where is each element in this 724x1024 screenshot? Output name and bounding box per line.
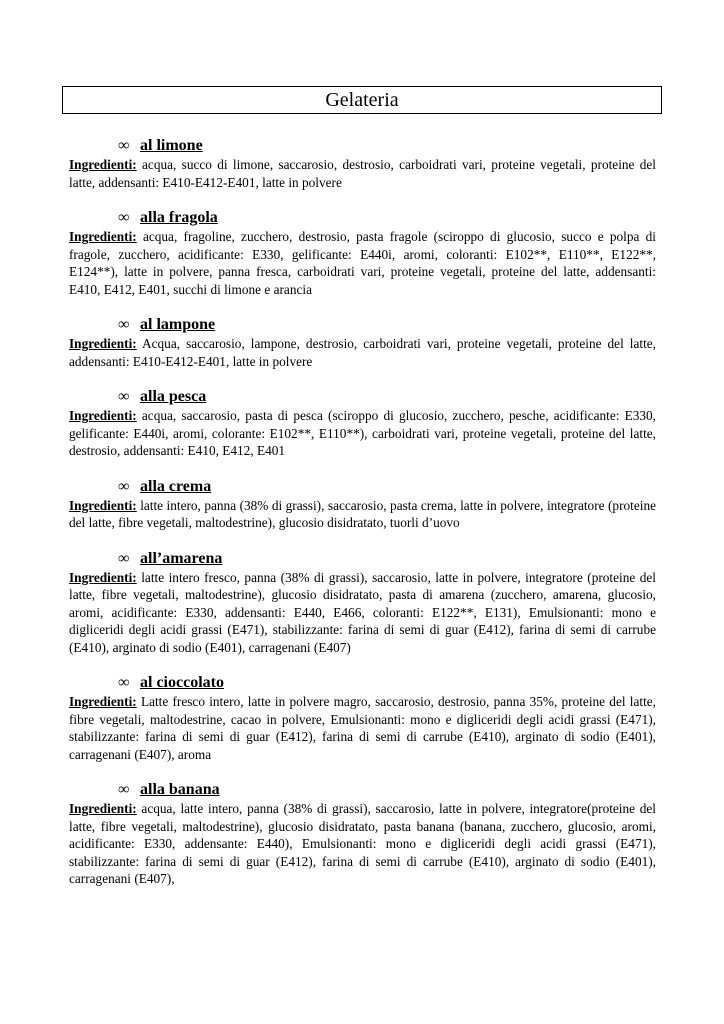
ingredients-list: acqua, saccarosio, pasta di pesca (sciroppo di glucosio, zucchero, pesche, acidificante: E330, gelificante: E440i, aromi, colorante: E102**, E110**), carboidrati vari, proteine vegetali, proteine del latte, destrosio, addensanti: E410, E412, E401 (69, 408, 656, 458)
ingredients-list: acqua, fragoline, zucchero, destrosio, pasta fragole (sciroppo di glucosio, succo e polpa di fragole, zucchero, acidificante: E330, gelificante: E440i, aromi, coloranti: E102**, E110**, E122**, E124**), latte in polvere, panna fresca, carboidrati vari, proteine vegetali, proteine del latte, addensanti: E410, E412, E401, succhi di limone e arancia (69, 229, 656, 297)
ingredients-label: Ingredienti: (69, 569, 137, 585)
flavor-heading (118, 208, 656, 228)
flavor-list (69, 136, 656, 905)
flavor-section-amarena (69, 549, 656, 657)
flavor-section-cioccolato (69, 673, 656, 763)
flavor-heading (118, 780, 656, 800)
ingredients-list: latte intero, panna (38% di grassi), saccarosio, pasta crema, latte in polvere, integratore (proteine del latte, fibre vegetali, maltodestrine), glucosio disidratato, tuorli d’uovo (69, 497, 656, 530)
flavor-heading (118, 315, 656, 335)
flavor-heading (118, 136, 656, 156)
ingredients-text (69, 569, 656, 657)
flavor-section-crema (69, 477, 656, 532)
flavor-name: al lampone (140, 316, 216, 333)
ingredients-list: acqua, succo di limone, saccarosio, destrosio, carboidrati vari, proteine vegetali, proteine del latte, addensanti: E410-E412-E401, latte in polvere (69, 157, 656, 190)
ingredients-text (69, 228, 656, 298)
flavor-name: al limone (140, 137, 203, 154)
ingredients-text (69, 693, 656, 763)
ingredients-list: acqua, latte intero, panna (38% di grassi), saccarosio, latte in polvere, integratore(proteine del latte, fibre vegetali, maltodestrine), glucosio disidratato, pasta banana (banana, zucchero, glucosio, aromi, acidificante: E330, addensante: E440), Emulsionanti: mono e digliceridi degli acidi grassi (E471), stabilizzante: farina di semi di guar (E412), farina di semi di carrube (E410), arginato di sodio (E401), carragenani (E407), (69, 801, 656, 886)
infinity-bullet-icon: ∞ (118, 549, 130, 567)
flavor-name: alla crema (140, 477, 212, 495)
ingredients-text (69, 407, 656, 460)
flavor-heading (118, 387, 656, 407)
flavor-section-banana (69, 780, 656, 888)
flavor-heading (118, 477, 656, 497)
ingredients-list: Acqua, saccarosio, lampone, destrosio, carboidrati vari, proteine vegetali, proteine del latte, addensanti: E410-E412-E401, latte in polvere (69, 336, 657, 369)
infinity-bullet-icon: ∞ (118, 209, 130, 226)
ingredients-label: Ingredienti: (69, 497, 137, 513)
ingredients-label: Ingredienti: (69, 229, 137, 244)
infinity-bullet-icon: ∞ (118, 477, 130, 495)
flavor-section-pesca (69, 387, 656, 460)
ingredients-label: Ingredienti: (69, 801, 137, 816)
ingredients-text (69, 335, 656, 370)
infinity-bullet-icon: ∞ (118, 674, 130, 691)
flavor-section-lampone (69, 315, 656, 370)
flavor-name: alla fragola (140, 209, 218, 226)
flavor-name: alla pesca (140, 388, 207, 405)
ingredients-text (69, 497, 656, 532)
infinity-bullet-icon: ∞ (118, 781, 130, 798)
ingredients-text (69, 800, 656, 888)
infinity-bullet-icon: ∞ (118, 137, 130, 154)
ingredients-label: Ingredienti: (69, 336, 137, 351)
ingredients-label: Ingredienti: (69, 694, 137, 709)
ingredients-list: Latte fresco intero, latte in polvere magro, saccarosio, destrosio, panna 35%, proteine del latte, fibre vegetali, maltodestrine, cacao in polvere, Emulsionanti: mono e digliceridi degli acidi grassi (E471), stabilizzante: farina di semi di guar (E412), farina di semi di carrube (E410), arginato di sodio (E401), carragenani (E407), aroma (69, 694, 656, 762)
flavor-section-fragola (69, 208, 656, 298)
flavor-section-limone (69, 136, 656, 191)
infinity-bullet-icon: ∞ (118, 316, 130, 333)
ingredients-text (69, 156, 656, 191)
flavor-name: all’amarena (140, 549, 223, 567)
flavor-name: al cioccolato (140, 674, 224, 691)
flavor-heading (118, 673, 656, 693)
flavor-name: alla banana (140, 781, 220, 798)
page-title: Gelateria (62, 86, 662, 114)
ingredients-list: latte intero fresco, panna (38% di grassi), saccarosio, latte in polvere, integratore (proteine del latte, fibre vegetali, maltodestrine), glucosio disidratato, pasta di amarena (zucchero, amarena, glucosio, aromi, acidificante: E330, addensanti: E440, E466, coloranti: E122**, E131), Emulsionanti: mono e digliceridi degli acidi grassi (E471), stabilizzante: farina di semi di guar (E412), farina di semi di carrube (E410), arginato di sodio (E401), carragenani (E407) (69, 569, 656, 655)
ingredients-label: Ingredienti: (69, 408, 137, 423)
flavor-heading (118, 549, 656, 569)
infinity-bullet-icon: ∞ (118, 388, 130, 405)
ingredients-label: Ingredienti: (69, 157, 137, 172)
